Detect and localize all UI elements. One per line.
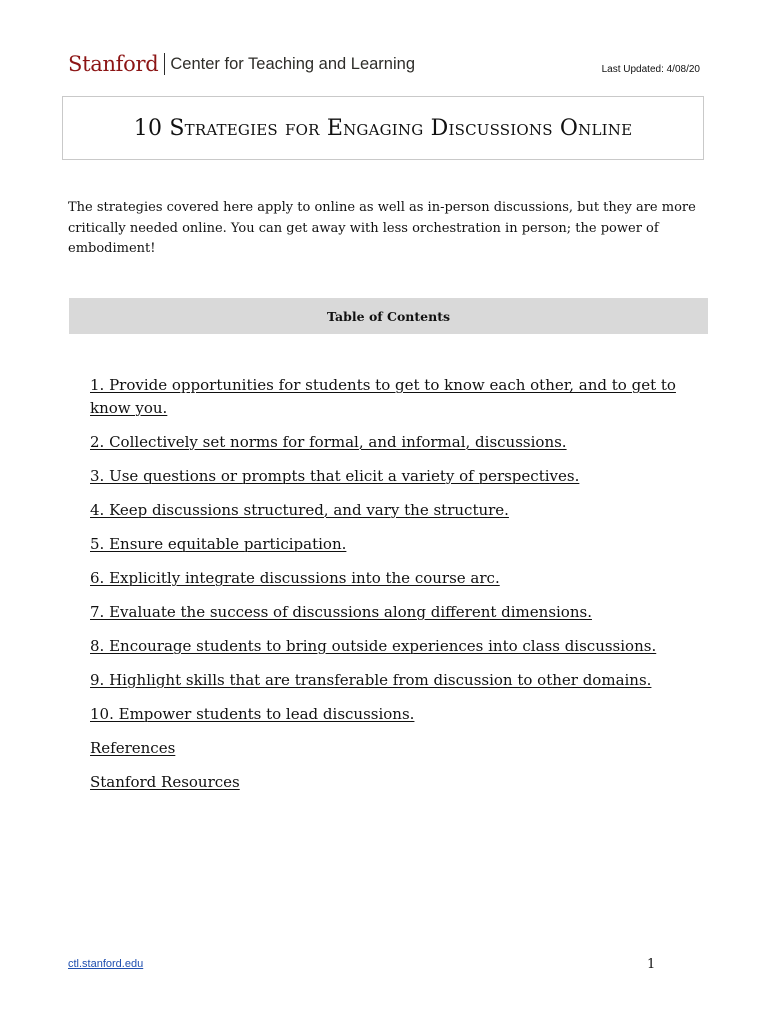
toc-heading: Table of Contents [326,308,451,324]
toc-item [90,771,690,794]
toc-item [90,499,690,522]
toc-link-3[interactable]: 3. Use questions or prompts that elicit a variety of perspectives. [90,466,580,485]
toc-link-1[interactable]: 1. Provide opportunities for students to get to know each other, and to get to know you. [90,376,676,417]
toc-item [90,669,690,692]
toc-item [90,431,690,454]
toc-link-stanford-resources[interactable]: Stanford Resources [90,772,240,791]
toc-item [90,601,690,624]
toc-item [90,703,690,726]
unit-name: Center for Teaching and Learning [170,54,415,73]
page-header [0,0,768,90]
ctl-logo[interactable] [68,50,415,78]
toc-item [90,635,690,658]
page-number: 1 [647,957,656,972]
logo-divider [164,53,165,75]
table-of-contents [90,374,690,805]
toc-link-2[interactable]: 2. Collectively set norms for formal, and informal, discussions. [90,432,567,451]
toc-link-4[interactable]: 4. Keep discussions structured, and vary the structure. [90,500,509,519]
toc-link-8[interactable]: 8. Encourage students to bring outside experiences into class discussions. [90,636,657,655]
last-updated-date: Last Updated: 4/08/20 [601,64,700,75]
stanford-wordmark: Stanford [68,52,159,76]
title-box [62,96,704,160]
toc-header [69,298,708,334]
toc-link-9[interactable]: 9. Highlight skills that are transferable from discussion to other domains. [90,670,652,689]
intro-paragraph: The strategies covered here apply to online as well as in-person discussions, but they are more critically needed online. You can get away with less orchestration in person; the power of embodiment! [68,200,696,256]
toc-link-10[interactable]: 10. Empower students to lead discussions. [90,704,415,723]
document-title: 10 Strategies for Engaging Discussions Online [133,115,633,141]
toc-item [90,374,690,419]
toc-link-6[interactable]: 6. Explicitly integrate discussions into the course arc. [90,568,500,587]
toc-link-references[interactable]: References [90,738,176,757]
toc-item [90,737,690,760]
footer-site-link[interactable]: ctl.stanford.edu [68,958,144,970]
toc-link-7[interactable]: 7. Evaluate the success of discussions along different dimensions. [90,602,592,621]
toc-link-5[interactable]: 5. Ensure equitable participation. [90,534,347,553]
toc-item [90,465,690,488]
toc-item [90,533,690,556]
toc-item [90,567,690,590]
